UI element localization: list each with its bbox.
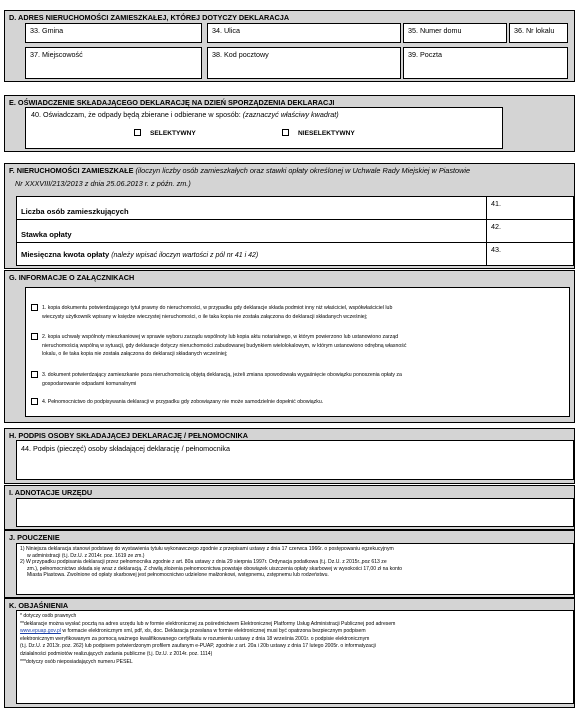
section-d	[4, 10, 575, 82]
miesieczna-kwota-label: Miesięczna kwota opłaty	[21, 250, 110, 259]
signature-label: 44. Podpis (pieczęć) osoby składającej deklarację / pełnomocnika	[21, 444, 230, 453]
section-f-note-2: Nr XXXVIII/213/2013 z dnia 25.06.2013 r. z późn. zm.)	[15, 179, 191, 188]
miesieczna-kwota-note: (należy wpisać iloczyn wartości z pól nr 41 i 42)	[111, 252, 259, 259]
section-e	[4, 95, 575, 152]
attachment-3-text: 3. dokument potwierdzający zamieszkanie poza nieruchomością objętą deklaracją, jeżeli zmiana spowodowała wygaśnięcie obowiązku ponoszenia opłaty za gospodarowanie odpadami komunalnymi	[42, 372, 402, 387]
attachments-list	[25, 287, 570, 417]
statement-hint: (zaznaczyć właściwy kwadrat)	[242, 110, 339, 119]
attachment-1-text: 1. kopia dokumentu potwierdzającego tytuł prawny do nieruchomości, w przypadku gdy deklaracje składa podmiot inny niż właściciel, współwłaściciel lub wieczysty użytkownik wpisany w księdze wieczystej nieruchomości, o ile taka kopia nie została załączona do deklaracji składanych wcześniej;	[42, 305, 393, 320]
nr-lokalu-field[interactable]: 36. Nr lokalu	[509, 23, 568, 43]
section-j	[4, 530, 575, 598]
section-e-title: E. OŚWIADCZENIE SKŁADAJĄCEGO DEKLARACJĘ NA DZIEŃ SPORZĄDZENIA DEKLARACJI	[9, 98, 335, 107]
gmina-field[interactable]: 33. Gmina	[25, 23, 202, 43]
miesieczna-kwota-field[interactable]: 43.	[486, 242, 574, 266]
section-j-title: J. POUCZENIE	[9, 533, 60, 542]
epuap-link[interactable]: www.epuap.gov.pl	[20, 628, 61, 635]
explanations-box	[16, 610, 574, 704]
instructions-text: 1) Niniejsza deklaracja stanowi podstawę do wystawienia tytułu wykonawczego zgodnie z przepisami ustawy z dnia 17 czerwca 1966r. o postępowaniu egzekucyjnym w administracji (t.j. Dz.U. z 2014r. poz. 1619 ze zm.) 2) W przypadku podpisania deklaracji przez pełnomocnika zgodnie z art. 80a ustawy z dnia 29 sierpnia 1997r. Ordynacja podatkowa (t.j. Dz.U. z 2015r.,poz 613 ze zm.), pełnomocnictwo składa się wraz z deklaracją. Z chwilą złożenia pełnomocnictwa powstaje obowiązek uiszczenia opłaty skarbowej w wysokości 17,00 zł na konto Miasta Piastowa. Zwolnione od opłaty skarbowej jest pełnomocnictwo udzielone małżonkowi, wstępnemu, zstępnemu lub rodzeństwu.	[20, 546, 403, 578]
miesieczna-kwota-label-cell	[16, 242, 487, 266]
stawka-oplaty-label-cell	[16, 219, 487, 243]
attachment-4-text: 4. Pełnomocnictwo do podpisywania deklaracji w przypadku gdy zobowiązany nie może samodzielnie dopełnić obowiązku.	[42, 399, 324, 405]
section-g-title: G. INFORMACJE O ZAŁĄCZNIKACH	[9, 273, 135, 282]
signature-field[interactable]	[16, 440, 574, 480]
selektywny-checkbox[interactable]	[134, 129, 141, 136]
section-i	[4, 485, 575, 530]
section-f-note-1: (iloczyn liczby osób zamieszkałych oraz stawki opłaty określonej w Uchwale Rady Miejskiej w Piastowie	[135, 166, 471, 175]
section-h	[4, 428, 575, 484]
section-f-title-line1	[9, 166, 470, 175]
section-k-title: K. OBJAŚNIENIA	[9, 601, 69, 610]
explanations-text: * dotyczy osób prawnych **deklaracje można wysłać pocztą na adres urzędu lub w formie elektronicznej za pośrednictwem Elektronicznej Platformy Usług Administracji Publicznej pod adresem www.epuap.gov.pl w formacie elektronicznym xml, pdf, xls, doc. Deklaracja przesłana w formie elektronicznej musi być opatrzona bezpiecznym podpisem elektronicznym weryfikowanym za pomocą ważnego kwalifikowanego certyfikatu w rozumieniu ustawy z dnia 18 września 2001r. o podpisie elektronicznym (t.j. Dz.U. z 2013r. poz. 262) lub podpisem potwierdzonym profilem zaufanym e-PUAP, zgodnie z art. 20a i 20b ustawy z dnia 17 lutego 2005r. o informatyzacji działalności podmiotów realizujących zadania publiczne (t.j. Dz.U. z 2014r. poz. 1114) ***dotyczy osób nieposiadających numeru PESEL	[20, 613, 396, 665]
attachment-4-checkbox[interactable]	[31, 398, 38, 405]
kod-pocztowy-field[interactable]: 38. Kod pocztowy	[207, 47, 401, 79]
ulica-field[interactable]: 34. Ulica	[207, 23, 401, 43]
section-i-title: I. ADNOTACJE URZĘDU	[9, 488, 93, 497]
section-h-title: H. PODPIS OSOBY SKŁADAJĄCEJ DEKLARACJĘ / PEŁNOMOCNIKA	[9, 431, 249, 440]
section-f-title: F. NIERUCHOMOŚCI ZAMIESZKAŁE	[9, 166, 134, 175]
selektywny-label: SELEKTYWNY	[150, 130, 196, 137]
statement-text: 40. Oświadczam, że odpady będą zbierane i odbierane w sposób:	[31, 110, 241, 119]
section-f	[4, 163, 575, 269]
attachment-2-checkbox[interactable]	[31, 333, 38, 340]
liczba-osob-label: Liczba osób zamieszkujących	[21, 207, 129, 216]
waste-collection-statement	[25, 107, 503, 149]
section-d-title: D. ADRES NIERUCHOMOŚCI ZAMIESZKAŁEJ, KTÓREJ DOTYCZY DEKLARACJA	[9, 13, 290, 22]
liczba-osob-label-cell	[16, 196, 487, 220]
miejscowosc-field[interactable]: 37. Miejscowość	[25, 47, 202, 79]
liczba-osob-field[interactable]: 41.	[486, 196, 574, 220]
section-k	[4, 598, 575, 708]
office-annotations-field	[16, 498, 574, 527]
section-g	[4, 270, 575, 423]
attachment-1-checkbox[interactable]	[31, 304, 38, 311]
stawka-oplaty-field[interactable]: 42.	[486, 219, 574, 243]
nieselektywny-checkbox[interactable]	[282, 129, 289, 136]
attachment-3-checkbox[interactable]	[31, 371, 38, 378]
attachment-2-text: 2. kopia uchwały wspólnoty mieszkaniowej w sprawie wyboru zarządu wspólnoty lub kopia aktu notarialnego, w którym powierzono lub ustanowiono zarząd nieruchomością wspólną w sytuacji, gdy deklaracje dotyczy nieruchomości zabudowanej budynkiem wielolokalowym, w którym ustanowiono odrębną własność lokalu, o ile taka kopia nie została załączona do deklaracji składanych wcześniej;	[42, 334, 407, 358]
numer-domu-field[interactable]: 35. Numer domu	[403, 23, 507, 43]
poczta-field[interactable]: 39. Poczta	[403, 47, 568, 79]
instructions-box	[16, 543, 574, 595]
nieselektywny-label: NIESELEKTYWNY	[298, 130, 355, 137]
stawka-oplaty-label: Stawka opłaty	[21, 230, 72, 239]
